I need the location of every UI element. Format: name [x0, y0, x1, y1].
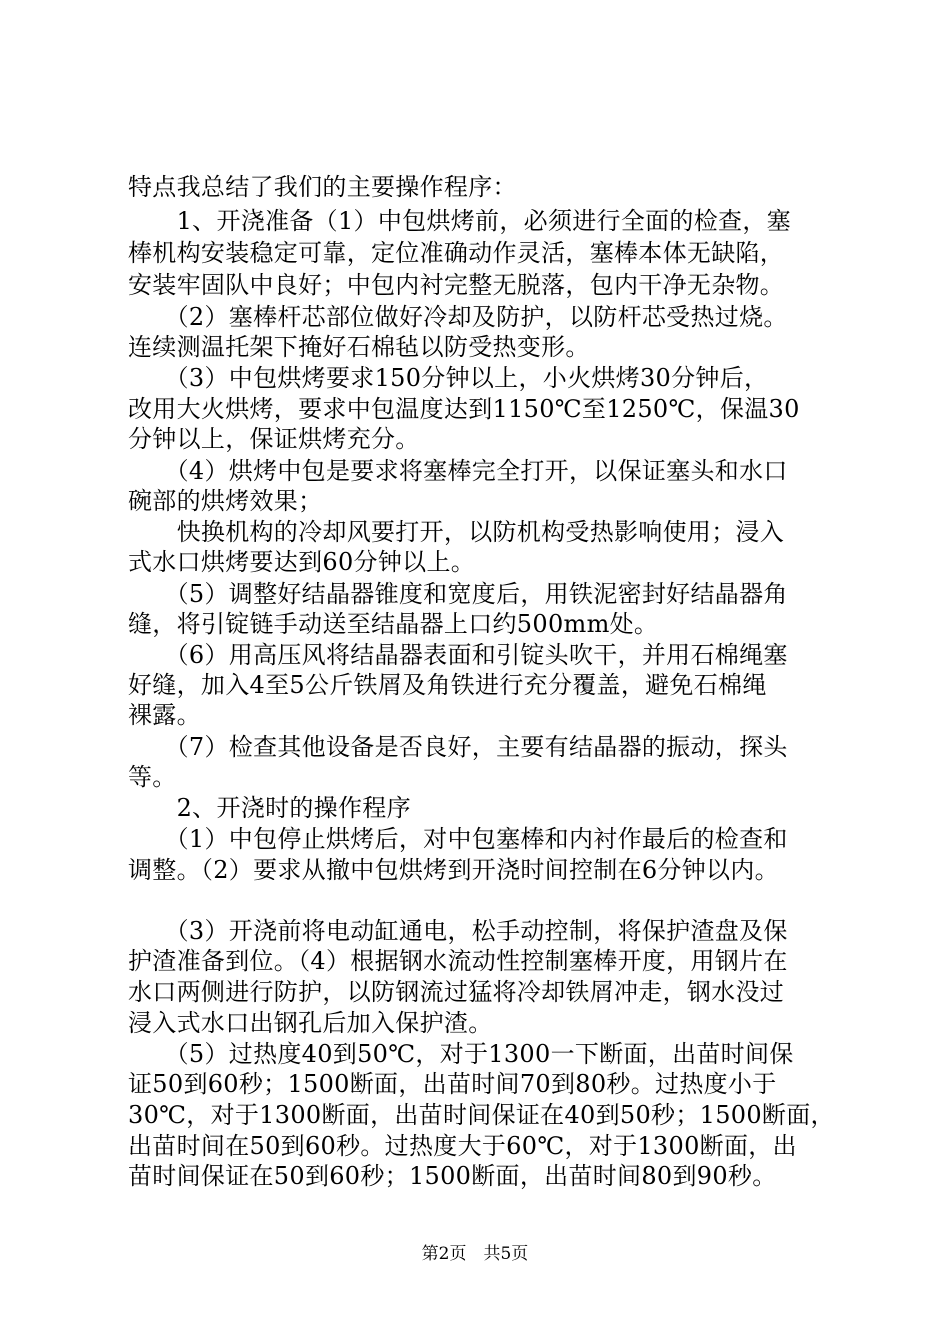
body-line: 式水口烘烤要达到60分钟以上。: [128, 548, 476, 576]
page-number-footer: 第2页 共5页: [421, 1244, 529, 1264]
body-line: （2）塞棒杆芯部位做好冷却及防护，以防杆芯受热过烧。: [128, 303, 788, 331]
body-line: 出苗时间在50到60秒。过热度大于60℃，对于1300断面，出: [128, 1132, 797, 1160]
body-line: 水口两侧进行防护，以防钢流过猛将冷却铁屑冲走，钢水没过: [128, 978, 785, 1006]
body-line: 证50到60秒；1500断面，出苗时间70到80秒。过热度小于: [128, 1070, 777, 1098]
body-line: 分钟以上，保证烘烤充分。: [128, 425, 420, 453]
body-line: （1）中包停止烘烤后，对中包塞棒和内衬作最后的检查和: [128, 825, 788, 853]
body-line: 30℃，对于1300断面，出苗时间保证在40到50秒；1500断面，: [128, 1101, 835, 1129]
body-line: 缝，将引锭链手动送至结晶器上口约500mm处。: [128, 610, 659, 638]
body-line: （3）中包烘烤要求150分钟以上，小火烘烤30分钟后，: [128, 364, 769, 392]
body-line: （3）开浇前将电动缸通电，松手动控制，将保护渣盘及保: [128, 917, 788, 945]
body-line: （7）检查其他设备是否良好，主要有结晶器的振动，探头: [128, 733, 788, 761]
body-line: 1、开浇准备（1）中包烘烤前，必须进行全面的检查，塞: [128, 207, 791, 235]
body-line: 调整。（2）要求从撤中包烘烤到开浇时间控制在6分钟以内。: [128, 856, 779, 884]
body-line: 苗时间保证在50到60秒；1500断面，出苗时间80到90秒。: [128, 1162, 777, 1190]
body-line: 碗部的烘烤效果；: [128, 487, 323, 515]
body-line: （5）调整好结晶器锥度和宽度后，用铁泥密封好结晶器角: [128, 580, 788, 608]
body-line: 快换机构的冷却风要打开，以防机构受热影响使用；浸入: [128, 518, 785, 546]
body-line: 护渣准备到位。（4）根据钢水流动性控制塞棒开度，用钢片在: [128, 947, 788, 975]
body-line: 好缝，加入4至5公斤铁屑及角铁进行充分覆盖，避免石棉绳: [128, 671, 767, 699]
body-line: 改用大火烘烤，要求中包温度达到1150℃至1250℃，保温30: [128, 395, 800, 423]
body-line: （4）烘烤中包是要求将塞棒完全打开，以保证塞头和水口: [128, 457, 788, 485]
body-line: 连续测温托架下掩好石棉毡以防受热变形。: [128, 333, 590, 361]
body-line: 等。: [128, 763, 177, 791]
body-line: 安装牢固队中良好；中包内衬完整无脱落，包内干净无杂物。: [128, 271, 785, 299]
body-line: 棒机构安装稳定可靠，定位准确动作灵活，塞棒本体无缺陷，: [128, 239, 785, 267]
body-line: 裸露。: [128, 701, 201, 729]
body-line: 2、开浇时的操作程序: [128, 794, 411, 822]
body-line: 特点我总结了我们的主要操作程序：: [128, 173, 517, 201]
body-line: （5）过热度40到50℃，对于1300一下断面，出苗时间保: [128, 1040, 794, 1068]
body-line: 浸入式水口出钢孔后加入保护渣。: [128, 1009, 493, 1037]
body-line: （6）用高压风将结晶器表面和引锭头吹干，并用石棉绳塞: [128, 641, 788, 669]
